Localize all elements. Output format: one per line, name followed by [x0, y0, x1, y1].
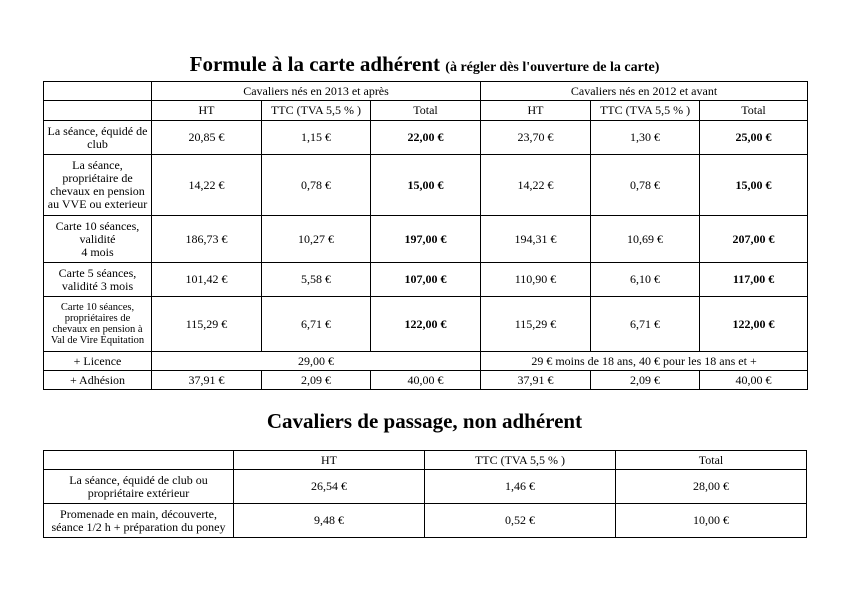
a-ttc-cell: 10,27 €	[262, 216, 371, 263]
group-a-header: Cavaliers nés en 2013 et après	[152, 82, 481, 101]
total-cell: 28,00 €	[616, 470, 807, 504]
column-header-row	[44, 451, 807, 470]
b-total-cell: 15,00 €	[700, 155, 808, 216]
b-total-cell: 207,00 €	[700, 216, 808, 263]
table-row	[44, 297, 808, 352]
b-total-cell: 117,00 €	[700, 263, 808, 297]
b-ht-cell: 14,22 €	[481, 155, 591, 216]
b-ttc-header: TTC (TVA 5,5 % )	[591, 101, 700, 121]
section1-title	[0, 52, 849, 80]
a-ht-cell: 14,22 €	[152, 155, 262, 216]
a-ttc-header: TTC (TVA 5,5 % )	[262, 101, 371, 121]
b-ttc-cell: 10,69 €	[591, 216, 700, 263]
a-ttc-cell: 6,71 €	[262, 297, 371, 352]
b-total-cell: 122,00 €	[700, 297, 808, 352]
row-label: Promenade en main, découverte, séance 1/2 h + préparation du poney	[44, 504, 234, 538]
a-total-cell: 107,00 €	[371, 263, 481, 297]
adherent-price-table	[43, 81, 808, 390]
section1-title-main: Formule à la carte adhérent	[189, 52, 441, 76]
row-label: Carte 10 séances, propriétaires de chevaux en pension à Val de Vire Equitation	[44, 297, 152, 352]
table-row	[44, 155, 808, 216]
a-ttc-cell: 1,15 €	[262, 121, 371, 155]
licence-a-cell: 29,00 €	[152, 352, 481, 371]
empty-label-cell	[44, 101, 152, 121]
b-total-cell: 40,00 €	[700, 371, 808, 390]
empty-corner-cell	[44, 451, 234, 470]
a-ttc-cell: 0,78 €	[262, 155, 371, 216]
table-row	[44, 216, 808, 263]
group-header-row	[44, 82, 808, 101]
adhesion-row	[44, 371, 808, 390]
licence-b-cell: 29 € moins de 18 ans, 40 € pour les 18 ans et +	[481, 352, 808, 371]
b-ht-header: HT	[481, 101, 591, 121]
ttc-cell: 0,52 €	[425, 504, 616, 538]
b-ttc-cell: 0,78 €	[591, 155, 700, 216]
row-label: Carte 10 séances, validité 4 mois	[44, 216, 152, 263]
table-row	[44, 263, 808, 297]
a-ht-cell: 115,29 €	[152, 297, 262, 352]
b-ht-cell: 23,70 €	[481, 121, 591, 155]
a-total-cell: 122,00 €	[371, 297, 481, 352]
a-ht-header: HT	[152, 101, 262, 121]
b-total-cell: 25,00 €	[700, 121, 808, 155]
section2-title: Cavaliers de passage, non adhérent	[266, 409, 583, 433]
b-ht-cell: 110,90 €	[481, 263, 591, 297]
licence-row	[44, 352, 808, 371]
a-ttc-cell: 2,09 €	[262, 371, 371, 390]
b-ht-cell: 194,31 €	[481, 216, 591, 263]
row-label: La séance, propriétaire de chevaux en pension au VVE ou exterieur	[44, 155, 152, 216]
total-header: Total	[616, 451, 807, 470]
row-label: Carte 5 séances, validité 3 mois	[44, 263, 152, 297]
table-row	[44, 121, 808, 155]
b-ttc-cell: 2,09 €	[591, 371, 700, 390]
empty-corner-cell	[44, 82, 152, 101]
non-adherent-price-table	[43, 450, 807, 538]
table-row	[44, 504, 807, 538]
a-ht-cell: 20,85 €	[152, 121, 262, 155]
row-label: La séance, équidé de club ou propriétaire extérieur	[44, 470, 234, 504]
a-ht-cell: 101,42 €	[152, 263, 262, 297]
adhesion-label: + Adhésion	[44, 371, 152, 390]
ttc-header: TTC (TVA 5,5 % )	[425, 451, 616, 470]
column-header-row	[44, 101, 808, 121]
section1-subtitle: (à régler dès l'ouverture de la carte)	[445, 60, 660, 75]
table-row	[44, 470, 807, 504]
ht-header: HT	[234, 451, 425, 470]
total-cell: 10,00 €	[616, 504, 807, 538]
b-ht-cell: 115,29 €	[481, 297, 591, 352]
row-label: La séance, équidé de club	[44, 121, 152, 155]
b-ttc-cell: 6,71 €	[591, 297, 700, 352]
a-ht-cell: 37,91 €	[152, 371, 262, 390]
a-ttc-cell: 5,58 €	[262, 263, 371, 297]
licence-label: + Licence	[44, 352, 152, 371]
ttc-cell: 1,46 €	[425, 470, 616, 504]
b-ttc-cell: 6,10 €	[591, 263, 700, 297]
group-b-header: Cavaliers nés en 2012 et avant	[481, 82, 808, 101]
a-total-cell: 22,00 €	[371, 121, 481, 155]
ht-cell: 9,48 €	[234, 504, 425, 538]
a-total-header: Total	[371, 101, 481, 121]
b-ht-cell: 37,91 €	[481, 371, 591, 390]
b-ttc-cell: 1,30 €	[591, 121, 700, 155]
a-ht-cell: 186,73 €	[152, 216, 262, 263]
ht-cell: 26,54 €	[234, 470, 425, 504]
a-total-cell: 197,00 €	[371, 216, 481, 263]
a-total-cell: 40,00 €	[371, 371, 481, 390]
b-total-header: Total	[700, 101, 808, 121]
a-total-cell: 15,00 €	[371, 155, 481, 216]
